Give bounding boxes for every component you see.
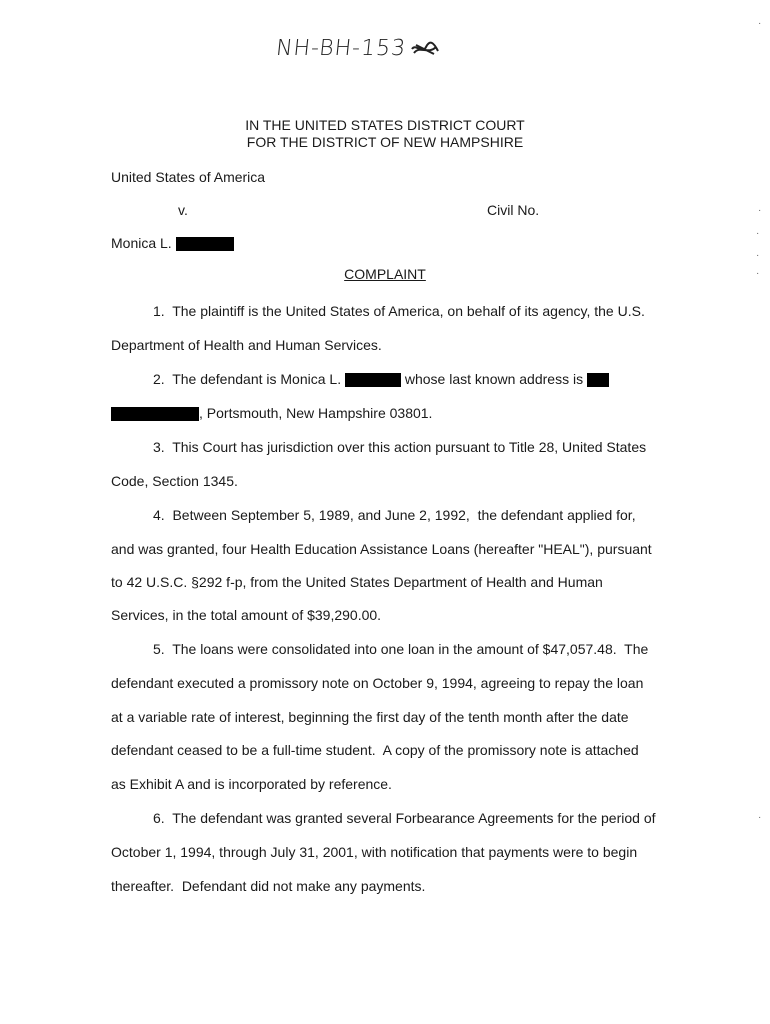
paragraph-2-line-1 (153, 370, 609, 388)
paragraph-2-text-a: 2. The defendant is Monica L. (153, 371, 342, 387)
paragraph-6-line-1: 6. The defendant was granted several Forbearance Agreements for the period of (153, 810, 656, 826)
paragraph-4-line-1: 4. Between September 5, 1989, and June 2, 1992, the defendant applied for, (153, 507, 636, 523)
paragraph-2-line-2 (111, 404, 432, 422)
scan-speck: · (758, 205, 762, 216)
defendant-name: Monica L. (111, 235, 172, 251)
paragraph-5-line-3: at a variable rate of interest, beginning the first day of the tenth month after the date (111, 709, 629, 725)
civil-no-label: Civil No. (487, 202, 540, 218)
paragraph-4-line-4: Services, in the total amount of $39,290.00. (111, 607, 382, 623)
document-title: COMPLAINT (344, 266, 426, 282)
paragraph-1-line-1: 1. The plaintiff is the United States of America, on behalf of its agency, the U.S. (153, 303, 645, 319)
court-name-line1: IN THE UNITED STATES DISTRICT COURT (245, 117, 525, 133)
scan-speck: · (758, 18, 762, 29)
handwritten-scribble (410, 41, 440, 57)
versus-label: v. (178, 202, 188, 218)
redaction-block (111, 407, 199, 421)
redaction-block (345, 373, 401, 387)
defendant-caption (111, 234, 234, 252)
paragraph-3-line-1: 3. This Court has jurisdiction over this action pursuant to Title 28, United States (153, 439, 647, 455)
plaintiff-caption: United States of America (111, 169, 266, 185)
paragraph-5-line-5: as Exhibit A and is incorporated by reference. (111, 776, 392, 792)
paragraph-5-line-2: defendant executed a promissory note on October 9, 1994, agreeing to repay the loan (111, 675, 644, 691)
paragraph-6-line-2: October 1, 1994, through July 31, 2001, with notification that payments were to begin (111, 844, 638, 860)
redaction-block (176, 237, 234, 251)
handwritten-case-number: NH-BH-153 (274, 36, 408, 61)
court-name-line2: FOR THE DISTRICT OF NEW HAMPSHIRE (246, 134, 524, 150)
paragraph-2-text-b: whose last known address is (404, 371, 584, 387)
paragraph-2-address: , Portsmouth, New Hampshire 03801. (199, 405, 433, 421)
paragraph-4-line-2: and was granted, four Health Education Assistance Loans (hereafter "HEAL"), pursuant (111, 541, 652, 557)
paragraph-4-line-3: to 42 U.S.C. §292 f-p, from the United States Department of Health and Human (111, 574, 603, 590)
paragraph-1-line-2: Department of Health and Human Services. (111, 337, 382, 353)
paragraph-5-line-1: 5. The loans were consolidated into one loan in the amount of $47,057.48. The (153, 641, 649, 657)
scan-speck: · (756, 268, 760, 279)
scan-speck: · (756, 250, 760, 261)
paragraph-3-line-2: Code, Section 1345. (111, 473, 238, 489)
scan-speck: · (758, 812, 762, 823)
redaction-block (587, 373, 609, 387)
scan-speck: · (756, 228, 760, 239)
paragraph-6-line-3: thereafter. Defendant did not make any payments. (111, 878, 426, 894)
paragraph-5-line-4: defendant ceased to be a full-time student. A copy of the promissory note is attached (111, 742, 639, 758)
